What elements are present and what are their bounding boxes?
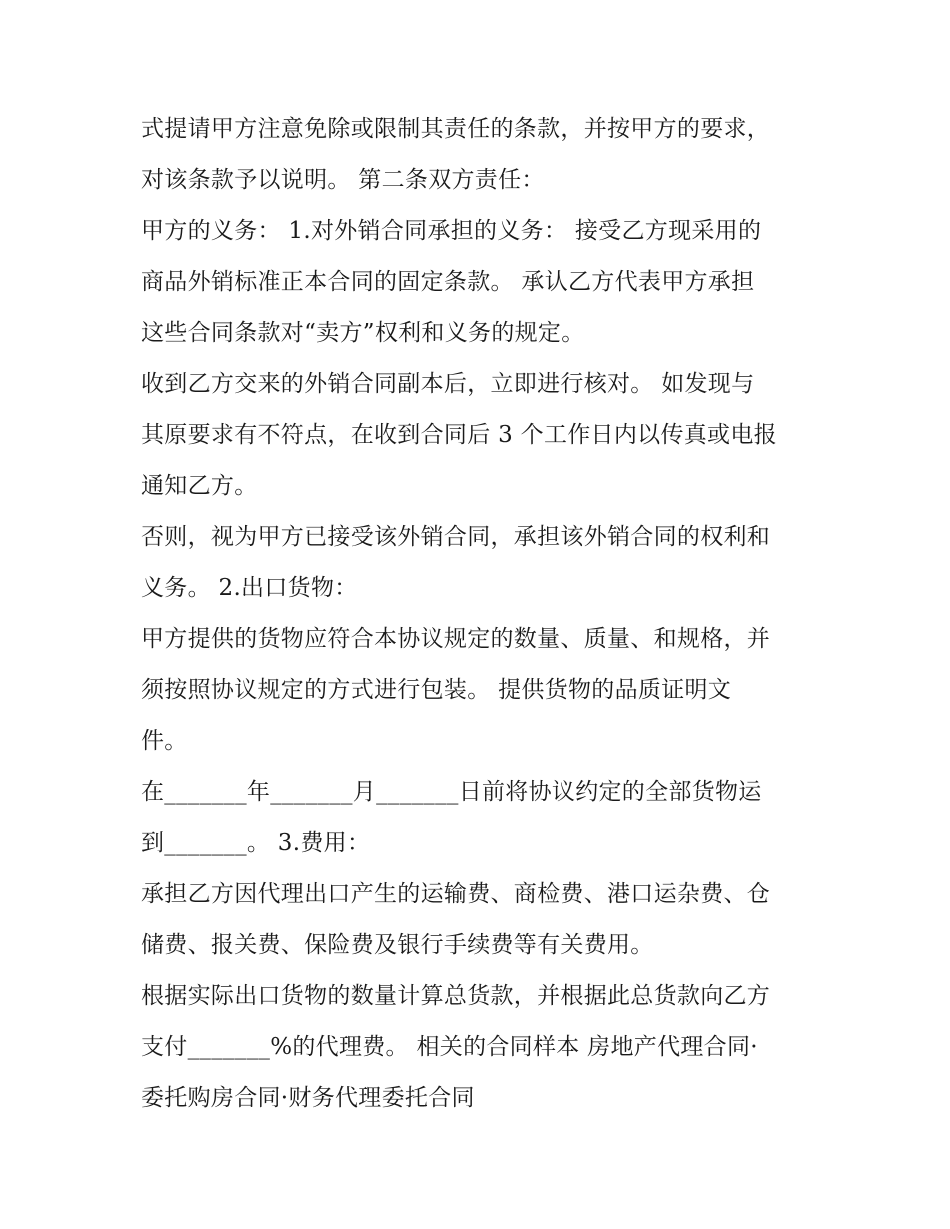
text-line: 委托购房合同·财务代理委托合同: [141, 1085, 475, 1111]
text-line: 承担乙方因代理出口产生的运输费、商检费、港口运杂费、仓: [141, 881, 771, 907]
text-line: 根据实际出口货物的数量计算总货款，并根据此总货款向乙方: [141, 983, 771, 1009]
text-line: 须按照协议规定的方式进行包装。 提供货物的品质证明文: [141, 677, 732, 703]
text-line: 件。: [141, 728, 188, 754]
text-line: 甲方的义务： 1.对外销合同承担的义务： 接受乙方现采用的: [141, 218, 762, 244]
text-line: 甲方提供的货物应符合本协议规定的数量、质量、和规格，并: [141, 626, 771, 652]
text-line: 收到乙方交来的外销合同副本后，立即进行核对。 如发现与: [141, 371, 755, 397]
document-body: [141, 104, 841, 1124]
text-line: 式提请甲方注意免除或限制其责任的条款，并按甲方的要求，: [141, 116, 771, 142]
text-line: 在_______年_______月_______日前将协议约定的全部货物运: [141, 779, 762, 805]
text-line: 通知乙方。: [141, 473, 258, 499]
text-line: 义务。 2.出口货物：: [141, 575, 358, 601]
text-line: 否则，视为甲方已接受该外销合同，承担该外销合同的权利和: [141, 524, 771, 550]
text-line: 其原要求有不符点，在收到合同后 3 个工作日内以传真或电报: [141, 422, 777, 448]
text-line: 这些合同条款对“卖方”权利和义务的规定。: [141, 320, 585, 346]
text-line: 对该条款予以说明。 第二条双方责任：: [141, 167, 545, 193]
text-line: 到_______。 3.费用：: [141, 830, 371, 856]
text-line: 支付_______%的代理费。 相关的合同样本 房地产代理合同·: [141, 1034, 758, 1060]
text-line: 储费、报关费、保险费及银行手续费等有关费用。: [141, 932, 654, 958]
text-line: 商品外销标准正本合同的固定条款。 承认乙方代表甲方承担: [141, 269, 755, 295]
